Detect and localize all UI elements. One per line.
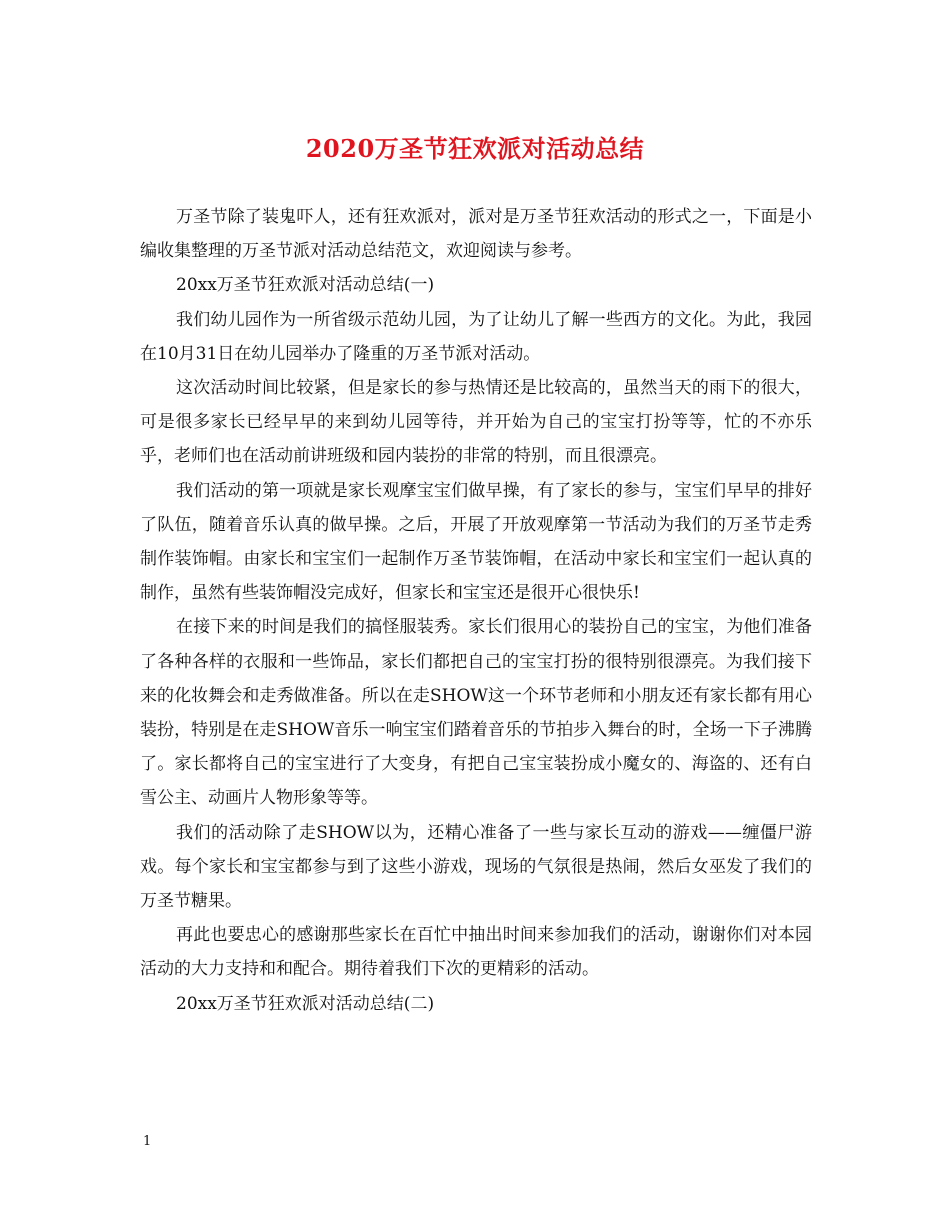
page-number: 1 xyxy=(143,1134,152,1149)
paragraph: 我们活动的第一项就是家长观摩宝宝们做早操，有了家长的参与，宝宝们早早的排好了队伍，随着音乐认真的做早操。之后，开展了开放观摩第一节活动为我们的万圣节走秀制作装饰帽。由家长和宝宝们一起制作万圣节装饰帽，在活动中家长和宝宝们一起认真的制作，虽然有些装饰帽没完成好，但家长和宝宝还是很开心很快乐! xyxy=(140,480,812,604)
section-heading-2: 20xx万圣节狂欢派对活动总结(二) xyxy=(176,993,435,1014)
paragraph-intro: 万圣节除了装鬼吓人，还有狂欢派对，派对是万圣节狂欢活动的形式之一，下面是小编收集整理的万圣节派对活动总结范文，欢迎阅读与参考。 xyxy=(140,207,812,262)
section-heading-1: 20xx万圣节狂欢派对活动总结(一) xyxy=(176,275,435,296)
paragraph: 在接下来的时间是我们的搞怪服装秀。家长们很用心的装扮自己的宝宝，为他们准备了各种各样的衣服和一些饰品，家长们都把自己的宝宝打扮的很特别很漂亮。为我们接下来的化妆舞会和走秀做准备。所以在走SHOW这一个环节老师和小朋友还有家长都有用心装扮，特别是在走SHOW音乐一响宝宝们踏着音乐的节拍步入舞台的时，全场一下子沸腾了。家长都将自己的宝宝进行了大变身，有把自己宝宝装扮成小魔女的、海盗的、还有白雪公主、动画片人物形象等等。 xyxy=(140,617,812,809)
paragraph: 我们幼儿园作为一所省级示范幼儿园，为了让幼儿了解一些西方的文化。为此，我园在10月31日在幼儿园举办了隆重的万圣节派对活动。 xyxy=(140,309,812,364)
document-body xyxy=(140,200,812,1021)
paragraph: 我们的活动除了走SHOW以为，还精心准备了一些与家长互动的游戏——缠僵尸游戏。每个家长和宝宝都参与到了这些小游戏，现场的气氛很是热闹，然后女巫发了我们的万圣节糖果。 xyxy=(140,822,812,912)
document-title: 2020万圣节狂欢派对活动总结 xyxy=(305,134,645,163)
paragraph: 这次活动时间比较紧，但是家长的参与热情还是比较高的，虽然当天的雨下的很大，可是很多家长已经早早的来到幼儿园等待，并开始为自己的宝宝打扮等等，忙的不亦乐乎，老师们也在活动前讲班级和园内装扮的非常的特别，而且很漂亮。 xyxy=(140,378,812,467)
paragraph: 再此也要忠心的感谢那些家长在百忙中抽出时间来参加我们的活动，谢谢你们对本园活动的大力支持和和配合。期待着我们下次的更精彩的活动。 xyxy=(140,925,812,980)
